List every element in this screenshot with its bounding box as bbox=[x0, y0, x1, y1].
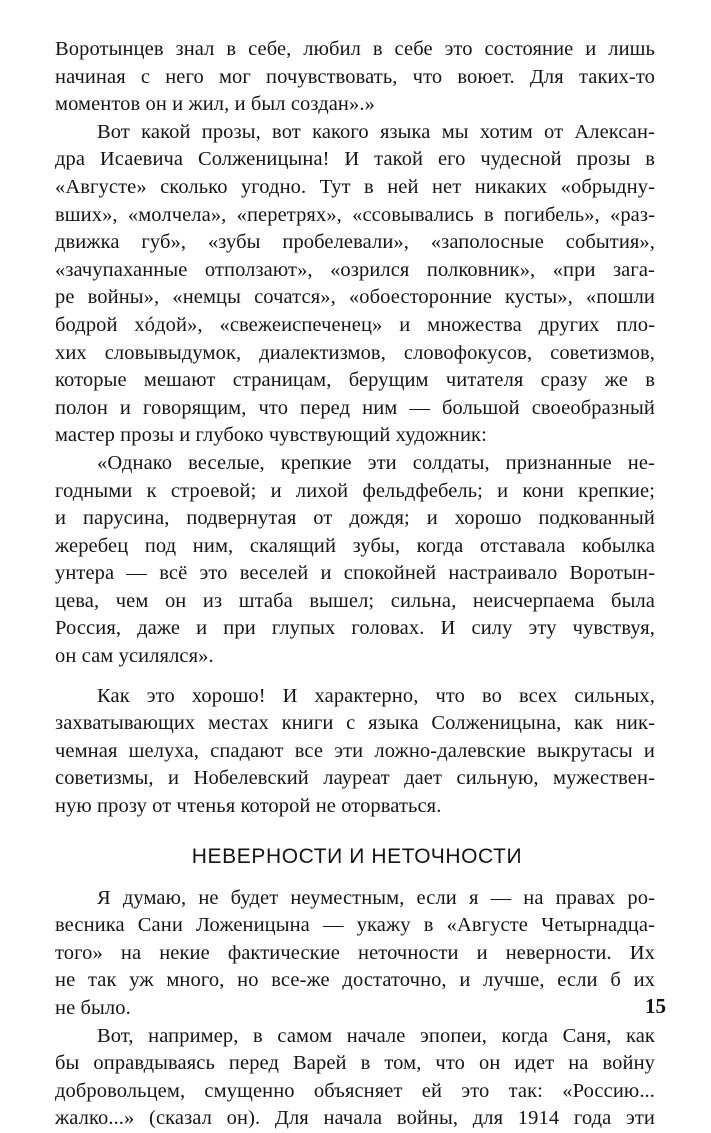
page-number: 15 bbox=[645, 994, 666, 1018]
text-line: Воротынцев знал в себе, любил в себе это состояние и лишь bbox=[55, 38, 655, 60]
text-line: «Однако веселые, крепкие эти солдаты, признанные не- bbox=[97, 451, 655, 474]
text-line: Как это хорошо! И характерно, что во всех сильных, bbox=[97, 684, 655, 707]
text-line: он сам усилялся». bbox=[55, 645, 214, 668]
paragraph-continuation bbox=[55, 36, 655, 119]
text-line: советизмы, и Нобелевский лауреат дает сильную, мужествен- bbox=[55, 767, 655, 790]
text-line: движка губ», «зубы пробелевали», «заполосные события», bbox=[55, 231, 655, 254]
section-heading: НЕВЕРНОСТИ И НЕТОЧНОСТИ bbox=[191, 844, 523, 868]
text-line: жалко...» (сказал он). Для начала войны, для 1914 года эти bbox=[55, 1107, 655, 1130]
paragraph-quotation bbox=[55, 450, 655, 671]
text-line: дра Исаевича Солженицына! И такой его чудесной прозы в bbox=[55, 148, 655, 171]
text-line: которые мешают страницам, берущим читателя сразу же в bbox=[55, 369, 655, 392]
page-body bbox=[55, 36, 655, 1133]
text-line: вших», «молчела», «перетрях», «ссовывались в погибель», «раз- bbox=[55, 203, 655, 226]
text-line: захватывающих местах книги с языка Солженицына, как ник- bbox=[55, 712, 655, 735]
text-line: не так уж много, но все-же достаточно, и лучше, если б их bbox=[55, 969, 655, 992]
text-line: полон и говорящим, что перед ним — большой своеобразный bbox=[55, 396, 655, 419]
text-line: Россия, даже и при глупых головах. И силу эту чувствуя, bbox=[55, 617, 655, 640]
text-line: добровольцем, смущенно объясняет ей это так: «Россию... bbox=[55, 1079, 655, 1102]
paragraph-how-good bbox=[55, 683, 655, 821]
text-line: ре войны», «немцы сочатся», «обоесторонние кусты», «пошли bbox=[55, 286, 655, 309]
text-line: «Августе» сколько угодно. Тут в ней нет никаких «обрыдну- bbox=[55, 175, 655, 198]
text-line: «зачупаханные отползают», «озрился полковник», «при зага- bbox=[55, 258, 655, 281]
text-line: Вот какой прозы, вот какого языка мы хотим от Алексан- bbox=[97, 120, 655, 143]
paragraph-gap bbox=[55, 671, 655, 683]
paragraph-prose-praise bbox=[55, 119, 655, 450]
text-line: и парусина, подвернутая от дождя; и хорошо подкованный bbox=[55, 507, 655, 530]
text-line: мастер прозы и глубоко чувствующий художник: bbox=[55, 424, 487, 447]
text-line: не было. bbox=[55, 997, 131, 1019]
text-line: начиная с него мог почувствовать, что воюет. Для таких-то bbox=[55, 65, 655, 88]
text-line: бы оправдываясь перед Варей в том, что он идет на войну bbox=[55, 1052, 655, 1075]
paragraph-inaccuracies bbox=[55, 885, 655, 1023]
text-line: годными к строевой; и лихой фельдфебель; и кони крепкие; bbox=[55, 479, 655, 502]
text-line: чемная шелуха, спадают все эти ложно-далевские выкрутасы и bbox=[55, 739, 655, 762]
text-line: того» на некие фактические неточности и неверности. Их bbox=[55, 941, 655, 964]
text-line: бодрой хóдой», «свежеиспеченец» и множества других пло- bbox=[55, 313, 655, 336]
text-line: цева, чем он из штаба вышел; сильна, неисчерпаема была bbox=[55, 589, 655, 612]
text-line: Я думаю, не будет неуместным, если я — на правах ро- bbox=[97, 886, 655, 909]
text-line: весника Сани Ложеницына — укажу в «Августе Четырнадца- bbox=[55, 914, 655, 937]
text-line: жеребец под ним, скалящий зубы, когда отставала кобылка bbox=[55, 534, 655, 557]
text-line: унтера — всё это веселей и спокойней настраивало Воротын- bbox=[55, 562, 655, 585]
paragraph-example bbox=[55, 1023, 655, 1133]
text-line: моментов он и жил, и был создан».» bbox=[55, 93, 375, 116]
text-line: ную прозу от чтенья которой не оторваться. bbox=[55, 795, 442, 818]
text-line: хих словывыдумок, диалектизмов, словофокусов, советизмов, bbox=[55, 341, 655, 364]
text-line: Вот, например, в самом начале эпопеи, когда Саня, как bbox=[97, 1024, 655, 1047]
